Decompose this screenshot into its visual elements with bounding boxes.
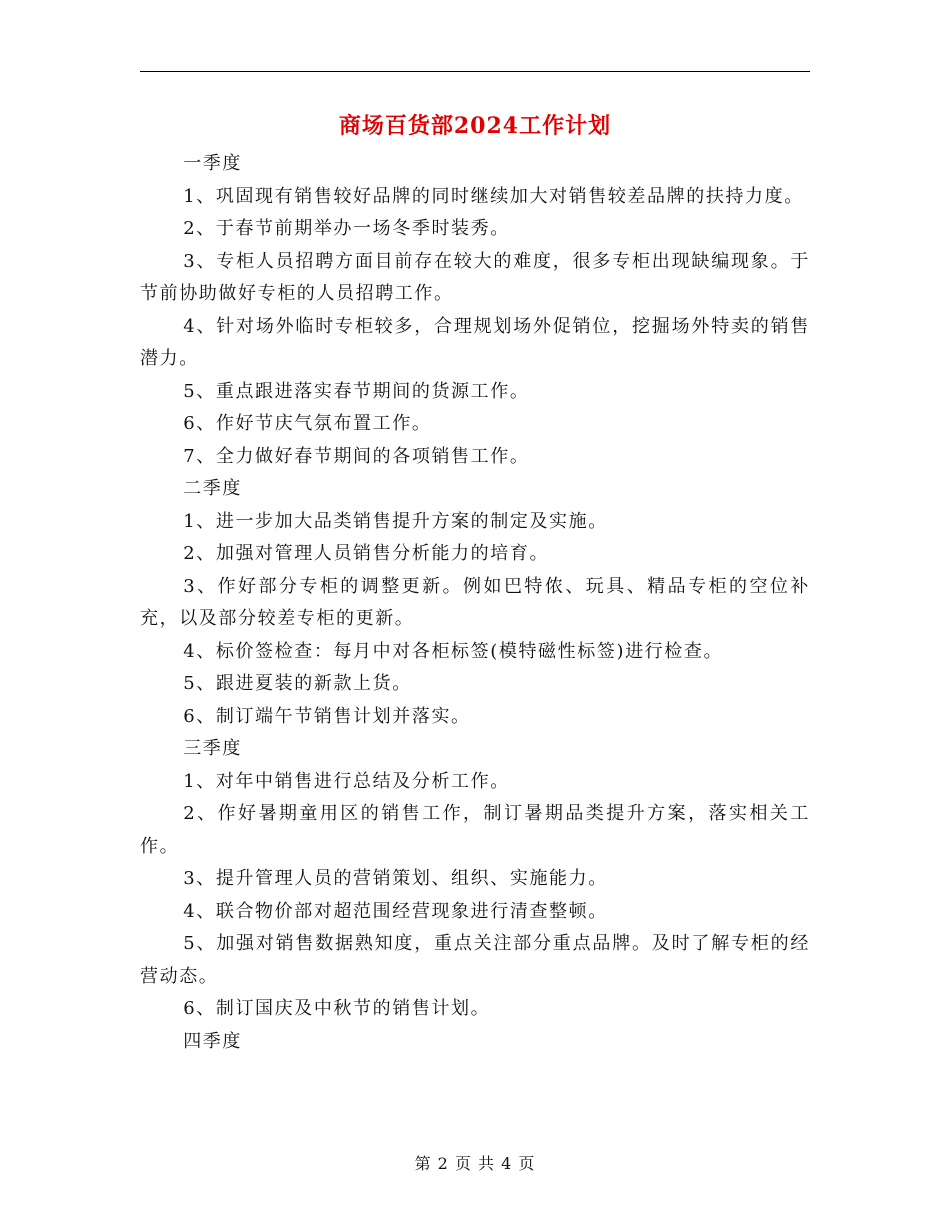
list-item: 2、加强对管理人员销售分析能力的培育。 [183,543,550,564]
list-item: 1、巩固现有销售较好品牌的同时继续加大对销售较差品牌的扶持力度。 [183,185,804,207]
list-item: 6、制订国庆及中秋节的销售计划。 [183,998,491,1019]
document-body [140,148,810,1058]
section-heading-q2: 二季度 [183,478,242,499]
list-item: 6、作好节庆气氛布置工作。 [183,413,432,434]
list-item: 3、提升管理人员的营销策划、组织、实施能力。 [183,868,608,889]
section-heading-q4: 四季度 [183,1030,242,1052]
list-item: 4、针对场外临时专柜较多，合理规划场外促销位，挖掘场外特卖的销售潜力。 [140,315,810,369]
list-item: 5、加强对销售数据熟知度，重点关注部分重点品牌。及时了解专柜的经营动态。 [140,933,810,987]
list-item: 3、作好部分专柜的调整更新。例如巴特侬、玩具、精品专柜的空位补充，以及部分较差专柜的更新。 [140,575,810,629]
header-rule [140,71,810,72]
list-item: 1、对年中销售进行总结及分析工作。 [183,770,510,792]
list-item: 1、进一步加大品类销售提升方案的制定及实施。 [183,510,608,532]
list-item: 7、全力做好春节期间的各项销售工作。 [183,445,530,467]
page-footer: 第 2 页 共 4 页 [414,1154,536,1173]
list-item: 5、跟进夏装的新款上货。 [183,673,412,694]
list-item: 3、专柜人员招聘方面目前存在较大的难度，很多专柜出现缺编现象。于节前协助做好专柜的人员招聘工作。 [140,250,810,304]
list-item: 2、于春节前期举办一场冬季时装秀。 [183,218,510,239]
section-heading-q3: 三季度 [183,738,242,759]
list-item: 4、联合物价部对超范围经营现象进行清查整顿。 [183,900,608,922]
list-item: 5、重点跟进落实春节期间的货源工作。 [183,380,530,402]
list-item: 4、标价签检查：每月中对各柜标签(模特磁性标签)进行检查。 [183,640,724,662]
list-item: 2、作好暑期童用区的销售工作，制订暑期品类提升方案，落实相关工作。 [140,803,810,857]
document-title: 商场百货部2024工作计划 [338,113,612,139]
section-heading-q1: 一季度 [183,153,242,174]
list-item: 6、制订端午节销售计划并落实。 [183,705,471,727]
